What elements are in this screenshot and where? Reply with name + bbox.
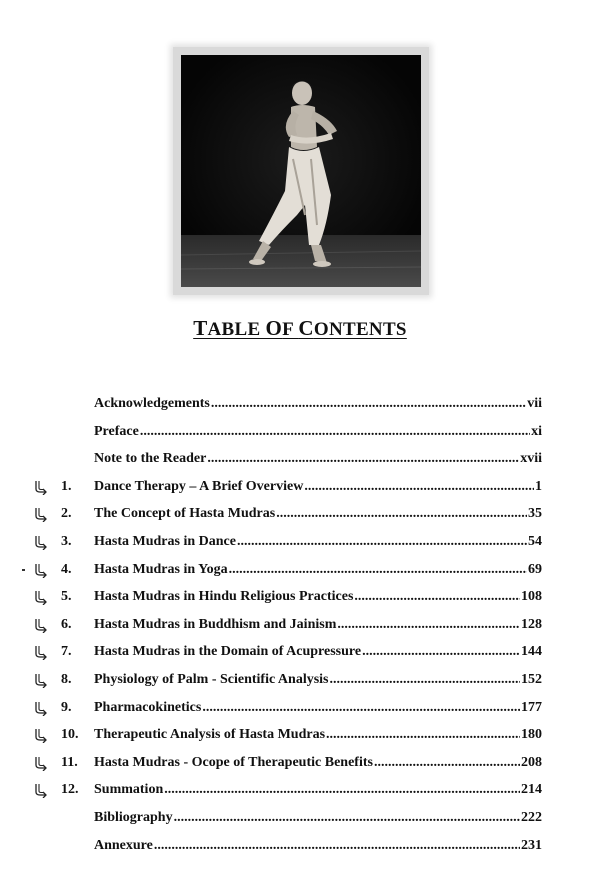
toc-entry-number: 12. — [61, 782, 79, 798]
curved-arrow-icon — [33, 755, 49, 771]
toc-entry-leader — [362, 644, 520, 660]
toc-entry-title: Therapeutic Analysis of Hasta Mudras — [94, 727, 326, 743]
toc-entry-leader — [140, 424, 530, 440]
toc-entry[interactable] — [0, 503, 600, 527]
curved-arrow-icon — [33, 700, 49, 716]
toc-entry-number: 8. — [61, 672, 72, 687]
toc-entry-number: 9. — [61, 699, 72, 715]
toc-entry-number: 7. — [61, 644, 72, 660]
toc-entry-title: Bibliography — [94, 810, 173, 825]
toc-entry-title: Annexure — [94, 837, 153, 853]
toc-entry[interactable] — [0, 448, 600, 472]
toc-entry-leader — [326, 727, 520, 743]
toc-entry-title: Hasta Mudras in Dance — [94, 534, 236, 549]
toc-entry-page: 1 — [535, 478, 542, 494]
curved-arrow-icon — [33, 644, 49, 660]
toc-entry-page: 152 — [521, 672, 542, 687]
toc-entry-leader — [202, 700, 520, 716]
toc-entry-title: Hasta Mudras in the Domain of Acupressure — [94, 644, 362, 660]
toc-entry-number: 3. — [61, 534, 72, 549]
toc-entry-page: 222 — [521, 810, 542, 825]
toc-entry-page: 128 — [521, 616, 542, 632]
toc-entry-leader — [337, 617, 520, 633]
toc-entry[interactable] — [0, 724, 600, 748]
toc-entry-number: 1. — [61, 478, 72, 494]
toc-entry[interactable] — [0, 697, 600, 721]
toc-entry-page: xi — [531, 423, 542, 439]
toc-entry-leader — [154, 838, 520, 854]
toc-entry-title: Dance Therapy – A Brief Overview — [94, 478, 304, 494]
toc-entry-title: Summation — [94, 782, 164, 798]
toc-entry-title: Hasta Mudras - Ocope of Therapeutic Benefits — [94, 754, 373, 770]
toc-entry[interactable] — [0, 586, 600, 610]
toc-entry-page: 177 — [521, 699, 542, 715]
toc-entry-title: Hasta Mudras in Hindu Religious Practices — [94, 589, 354, 605]
toc-entry[interactable] — [0, 779, 600, 803]
toc-entry-leader — [207, 451, 519, 467]
toc-entry-page: 144 — [521, 644, 542, 660]
toc-entry-number: 10. — [61, 727, 79, 743]
curved-arrow-icon — [33, 589, 49, 605]
toc-entry-leader — [229, 562, 527, 578]
toc-entry[interactable] — [0, 421, 600, 445]
toc-entry-leader — [237, 534, 527, 550]
toc-entry[interactable] — [0, 531, 600, 555]
toc-entry-title: Note to the Reader — [94, 451, 207, 467]
toc-entry-page: 208 — [521, 754, 542, 770]
toc-entry-title: Hasta Mudras in Buddhism and Jainism — [94, 616, 337, 632]
toc-entry-page: vii — [527, 396, 542, 411]
toc-entry-page: 69 — [528, 561, 542, 577]
toc-entry-title: Hasta Mudras in Yoga — [94, 561, 228, 577]
toc-entry[interactable] — [0, 559, 600, 583]
toc-entry-leader — [354, 589, 520, 605]
toc-entry-number: 11. — [61, 754, 78, 770]
toc-entry-leader — [304, 479, 534, 495]
toc-entry-number: 4. — [61, 561, 72, 577]
toc-entry-leader — [164, 782, 520, 798]
dancer-photo — [181, 55, 421, 287]
toc-entry-title: Acknowledgements — [94, 396, 210, 411]
toc-entry-leader — [276, 506, 527, 522]
curved-arrow-icon — [33, 506, 49, 522]
toc-entry-page: xvii — [520, 451, 542, 467]
toc-entry[interactable] — [0, 669, 600, 693]
toc-entry-title: Pharmacokinetics — [94, 699, 202, 715]
toc-entry[interactable] — [0, 614, 600, 638]
toc-entry-leader — [211, 396, 526, 412]
curved-arrow-icon — [33, 479, 49, 495]
toc-entry-page: 54 — [528, 534, 542, 549]
toc-entry-page: 231 — [521, 837, 542, 853]
page-title: TABLE OF CONTENTS — [193, 316, 407, 340]
toc-entry-page: 108 — [521, 589, 542, 605]
photo-frame — [173, 47, 429, 295]
toc-entry-title: The Concept of Hasta Mudras — [94, 506, 276, 522]
toc-entry[interactable] — [0, 476, 600, 500]
curved-arrow-icon — [33, 672, 49, 688]
curved-arrow-icon — [33, 782, 49, 798]
toc-entry-page: 35 — [528, 506, 542, 522]
dancer-illustration — [181, 55, 421, 287]
toc-entry-title: Physiology of Palm - Scientific Analysis — [94, 672, 329, 687]
toc-entry[interactable] — [0, 393, 600, 417]
toc-entry-number: 5. — [61, 589, 72, 605]
toc-entry-title: Preface — [94, 423, 139, 439]
toc-entry-number: 6. — [61, 616, 72, 632]
toc-entry-page: 214 — [521, 782, 542, 798]
toc-entry-number: 2. — [61, 506, 72, 522]
toc-entry-leader — [174, 810, 520, 826]
toc-entry[interactable] — [0, 752, 600, 776]
toc-entry-leader — [330, 672, 521, 688]
curved-arrow-icon — [33, 727, 49, 743]
toc-entry-page: 180 — [521, 727, 542, 743]
curved-arrow-icon — [33, 562, 49, 578]
toc-entry[interactable] — [0, 641, 600, 665]
toc-entry-leader — [374, 755, 520, 771]
toc-entry[interactable] — [0, 807, 600, 831]
toc-entry[interactable] — [0, 835, 600, 859]
curved-arrow-icon — [33, 534, 49, 550]
curved-arrow-icon — [33, 617, 49, 633]
